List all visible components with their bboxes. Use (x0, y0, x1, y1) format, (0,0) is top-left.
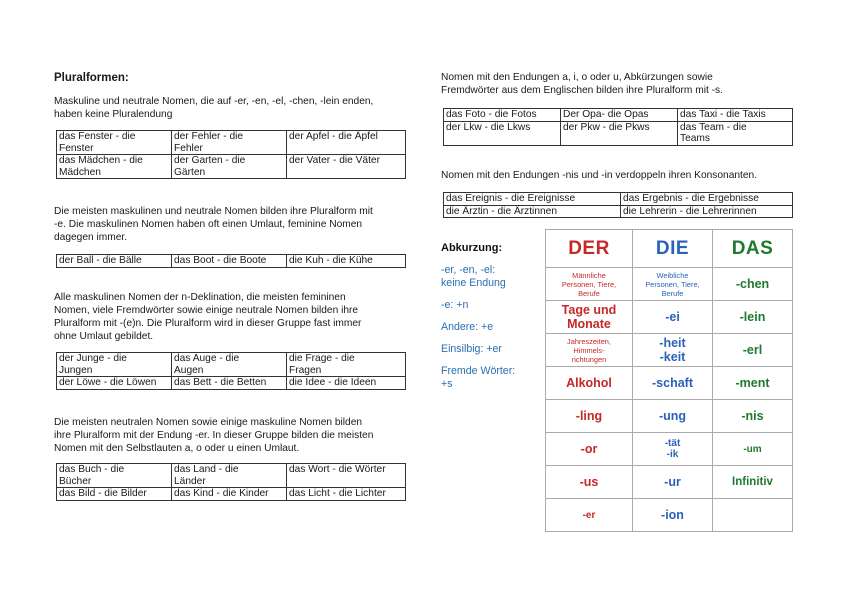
table-no-ending (56, 130, 406, 179)
table-cell: -schaft (633, 367, 713, 400)
text-line: Fremdwörter aus dem Englischen bilden ihre Pluralform mit -s. (441, 85, 723, 96)
table-er-ending (56, 463, 406, 501)
table-row (546, 230, 793, 268)
table-cell-empty (713, 499, 793, 532)
text-line: ihre Pluralform mit der Endung -er. In dieser Gruppe bilden die meisten (54, 430, 374, 441)
text-line: haben keine Pluralendung (54, 109, 173, 120)
abbreviation-item: Fremde Wörter: +s (441, 365, 516, 390)
table-row (57, 464, 406, 488)
text-line: Nomen mit den Endungen -nis und -in verdoppeln ihren Konsonanten. (441, 170, 758, 181)
text-line: -e. Die maskulinen Nomen haben oft einen Umlaut, feminine Nomen (54, 219, 363, 230)
paragraph-en-ending (54, 291, 361, 343)
table-cell: -erl (713, 334, 793, 367)
table-cell: -um (713, 433, 793, 466)
table-row (546, 367, 793, 400)
table-row (546, 499, 793, 532)
paragraph-no-ending (54, 95, 373, 121)
table-cell: das Licht - die Lichter (287, 488, 406, 501)
table-cell: -heit -keit (633, 334, 713, 367)
table-cell: -lein (713, 301, 793, 334)
table-cell: -ei (633, 301, 713, 334)
table-row (546, 466, 793, 499)
text-line: Nomen mit den Selbstlauten a, o oder u einen Umlaut. (54, 443, 300, 454)
text-line: Nomen mit den Endungen a, i, o oder u, Abkürzungen sowie (441, 72, 713, 83)
table-row (546, 268, 793, 301)
table-cell: der Fehler - die Fehler (172, 131, 287, 155)
table-cell: Weibliche Personen, Tiere, Berufe (633, 268, 713, 301)
table-cell: der Löwe - die Löwen (57, 377, 172, 390)
table-cell: -or (546, 433, 633, 466)
table-cell: -nis (713, 400, 793, 433)
table-cell: Alkohol (546, 367, 633, 400)
page-title: Pluralformen: (54, 72, 129, 84)
table-cell: das Wort - die Wörter (287, 464, 406, 488)
table-cell: die Frage - die Fragen (287, 353, 406, 377)
table-cell: -tät -ik (633, 433, 713, 466)
abbreviation-title: Abkurzung: (441, 242, 503, 254)
table-cell: -ling (546, 400, 633, 433)
text-line: Nomen, viele Fremdwörter sowie einige neutrale Nomen bilden ihre (54, 305, 359, 316)
table-cell: der Garten - die Gärten (172, 155, 287, 179)
table-cell: das Ereignis - die Ereignisse (444, 193, 621, 206)
abbreviation-list (441, 264, 541, 391)
table-cell: die Idee - die Ideen (287, 377, 406, 390)
table-cell: das Auge - die Augen (172, 353, 287, 377)
table-cell: das Taxi - die Taxis (678, 109, 793, 122)
table-cell: der Apfel - die Äpfel (287, 131, 406, 155)
table-cell: -ion (633, 499, 713, 532)
table-cell: die Kuh - die Kühe (287, 255, 406, 268)
table-row (57, 155, 406, 179)
table-en-ending (56, 352, 406, 390)
paragraph-er-ending (54, 416, 373, 455)
table-s-ending (443, 108, 793, 146)
table-cell: der Vater - die Väter (287, 155, 406, 179)
table-row (546, 334, 793, 367)
table-cell: das Kind - die Kinder (172, 488, 287, 501)
table-cell: Der Opa- die Opas (561, 109, 678, 122)
table-row (546, 301, 793, 334)
table-nis-in (443, 192, 793, 218)
abbreviation-item: -er, -en, -el: keine Endung (441, 264, 506, 289)
header-das: DAS (713, 230, 793, 268)
table-cell: der Ball - die Bälle (57, 255, 172, 268)
paragraph-nis-in (441, 169, 757, 182)
table-cell: das Land - die Länder (172, 464, 287, 488)
table-cell: das Buch - die Bücher (57, 464, 172, 488)
text-line: Pluralform mit -(e)n. Die Pluralform wird in dieser Gruppe fast immer (54, 318, 362, 329)
table-cell: das Mädchen - die Mädchen (57, 155, 172, 179)
table-row (57, 255, 406, 268)
table-row (546, 400, 793, 433)
table-cell: das Foto - die Fotos (444, 109, 561, 122)
table-cell: die Lehrerin - die Lehrerinnen (621, 205, 793, 218)
table-cell: -chen (713, 268, 793, 301)
table-row (444, 193, 793, 206)
table-row (444, 121, 793, 145)
text-line: Die meisten neutralen Nomen sowie einige maskuline Nomen bilden (54, 417, 363, 428)
table-cell: -us (546, 466, 633, 499)
table-row (546, 433, 793, 466)
table-cell: -ur (633, 466, 713, 499)
table-row (57, 131, 406, 155)
text-line: ohne Umlaut gebildet. (54, 331, 154, 342)
paragraph-s-ending (441, 71, 723, 97)
table-cell: der Lkw - die Lkws (444, 121, 561, 145)
table-row (57, 377, 406, 390)
table-cell: Tage und Monate (546, 301, 633, 334)
abbreviation-item: Einsilbig: +er (441, 343, 502, 355)
text-line: Maskuline und neutrale Nomen, die auf -er, -en, -el, -chen, -lein enden, (54, 96, 374, 107)
table-row (57, 353, 406, 377)
text-line: Alle maskulinen Nomen der n-Deklination, die meisten femininen (54, 292, 346, 303)
abbreviation-item: -e: +n (441, 299, 469, 311)
table-cell: Jahreszeiten, Himmels- richtungen (546, 334, 633, 367)
table-cell: das Bild - die Bilder (57, 488, 172, 501)
table-cell: das Ergebnis - die Ergebnisse (621, 193, 793, 206)
table-cell: die Ärztin - die Ärztinnen (444, 205, 621, 218)
table-cell: Männliche Personen, Tiere, Berufe (546, 268, 633, 301)
table-cell: das Boot - die Boote (172, 255, 287, 268)
table-e-ending (56, 254, 406, 268)
text-line: Die meisten maskulinen und neutrale Nomen bilden ihre Pluralform mit (54, 206, 373, 217)
text-line: dagegen immer. (54, 232, 128, 243)
header-die: DIE (633, 230, 713, 268)
table-row (444, 205, 793, 218)
table-cell: das Bett - die Betten (172, 377, 287, 390)
header-der: DER (546, 230, 633, 268)
table-cell: -ung (633, 400, 713, 433)
table-row (444, 109, 793, 122)
paragraph-e-ending (54, 205, 373, 244)
table-cell: der Pkw - die Pkws (561, 121, 678, 145)
table-cell: -ment (713, 367, 793, 400)
table-row (57, 488, 406, 501)
table-cell: -er (546, 499, 633, 532)
table-cell: das Team - die Teams (678, 121, 793, 145)
table-cell: der Junge - die Jungen (57, 353, 172, 377)
abbreviation-item: Andere: +e (441, 321, 494, 333)
table-cell: das Fenster - die Fenster (57, 131, 172, 155)
table-cell: Infinitiv (713, 466, 793, 499)
gender-endings-table (545, 229, 793, 532)
